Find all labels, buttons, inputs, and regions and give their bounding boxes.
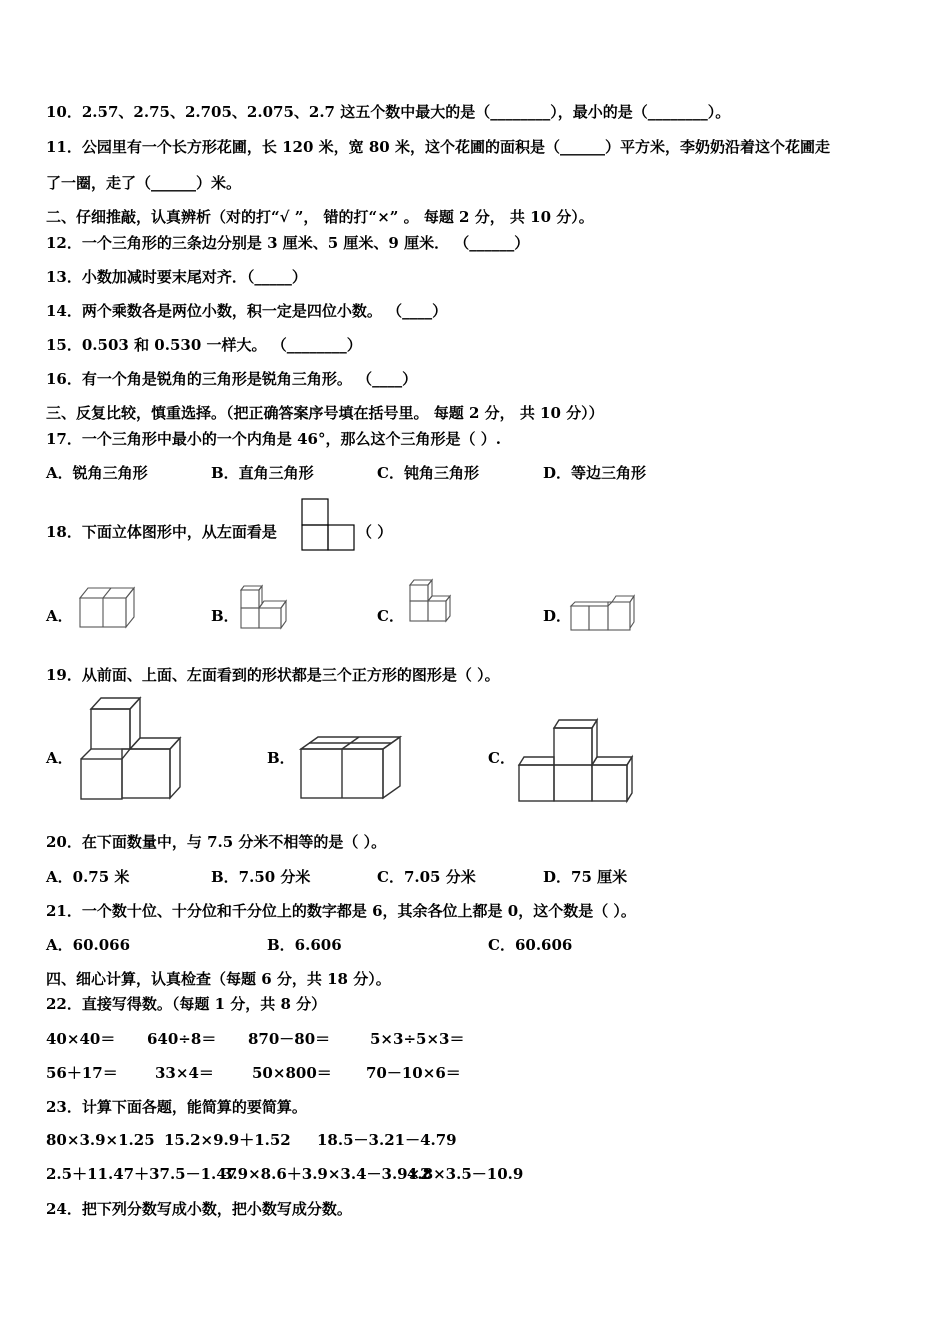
q18-option-a-figure [76,584,140,630]
question-16: 16．有一个角是锐角的三角形是锐角三角形。 （____） [46,370,418,388]
q22-item: 40×40＝ [46,1030,116,1048]
q19-label-b: B． [267,749,295,767]
question-14: 14．两个乘数各是两位小数，积一定是四位小数。 （____） [46,302,448,320]
q17-option-b: B．直角三角形 [211,464,314,482]
q18-label-b: B． [211,607,239,625]
q21-option-c: C．60.606 [488,936,573,954]
question-15: 15．0.503 和 0.530 一样大。 （________） [46,336,362,354]
question-12: 12．一个三角形的三条边分别是 3 厘米、5 厘米、9 厘米． （______） [46,234,530,252]
q22-item: 56＋17＝ [46,1064,118,1082]
q18-option-c-figure [404,578,454,626]
question-22: 22．直接写得数。（每题 1 分，共 8 分） [46,995,327,1013]
q18-left-view-figure [301,498,357,552]
q21-option-a: A．60.066 [46,936,131,954]
question-11-line-1: 11．公园里有一个长方形花圃，长 120 米，宽 80 米，这个花圃的面积是（______）平方米，李奶奶沿着这个花圃走 [46,138,830,156]
q23-item: 4.8×3.5－10.9 [407,1165,524,1183]
question-13: 13．小数加减时要末尾对齐．（_____） [46,268,307,286]
q20-option-b: B．7.50 分米 [211,868,311,886]
q23-item: 80×3.9×1.25 [46,1131,155,1149]
q23-item: 15.2×9.9＋1.52 [164,1131,291,1149]
q20-option-c: C．7.05 分米 [377,868,476,886]
q18-option-b-figure [238,584,290,630]
question-17: 17．一个三角形中最小的一个内角是 46°，那么这个三角形是（ ）. [46,430,501,448]
q21-option-b: B．6.606 [267,936,342,954]
section-2-heading: 二、仔细推敲，认真辨析（对的打“√ ”， 错的打“×” 。 每题 2 分， 共 10 分）。 [46,208,594,226]
q22-item: 33×4＝ [155,1064,214,1082]
q18-label-c: C． [377,607,404,625]
q19-label-a: A． [46,749,73,767]
q20-option-d: D．75 厘米 [543,868,628,886]
question-19: 19．从前面、上面、左面看到的形状都是三个正方形的图形是（ ）。 [46,666,500,684]
q19-option-a-figure [76,695,186,805]
question-24: 24．把下列分数写成小数，把小数写成分数。 [46,1200,352,1218]
q18-option-d-figure [568,592,640,634]
q19-label-c: C． [488,749,515,767]
section-3-heading: 三、反复比较，慎重选择。（把正确答案序号填在括号里。 每题 2 分， 共 10 分）） [46,404,604,422]
question-20: 20．在下面数量中，与 7.5 分米不相等的是（ ）。 [46,833,387,851]
q18-label-d: D． [543,607,572,625]
q22-item: 870－80＝ [248,1030,331,1048]
question-11-line-2: 了一圈，走了（______）米。 [46,174,242,192]
q17-option-d: D．等边三角形 [543,464,647,482]
section-4-heading: 四、细心计算，认真检查（每题 6 分，共 18 分）。 [46,970,391,988]
q17-option-c: C．钝角三角形 [377,464,479,482]
q19-option-b-figure [296,730,406,802]
q22-item: 50×800＝ [252,1064,332,1082]
q20-option-a: A．0.75 米 [46,868,130,886]
q18-label-a: A． [46,607,73,625]
q23-item: 2.5＋11.47＋37.5－1.47 [46,1165,238,1183]
q22-item: 70－10×6＝ [366,1064,461,1082]
q18-answer-blank: （ ） [357,523,393,541]
q22-item: 5×3÷5×3＝ [370,1030,465,1048]
q23-item: 3.9×8.6＋3.9×3.4－3.9×2 [222,1165,431,1183]
q22-item: 640÷8＝ [147,1030,217,1048]
q19-option-c-figure [514,714,638,804]
question-23: 23．计算下面各题，能简算的要简算。 [46,1098,307,1116]
question-10: 10．2.57、2.75、2.705、2.075、2.7 这五个数中最大的是（________），最小的是（________）。 [46,103,731,121]
question-18: 18．下面立体图形中，从左面看是 [46,523,277,541]
q23-item: 18.5－3.21－4.79 [317,1131,457,1149]
q17-option-a: A．锐角三角形 [46,464,148,482]
question-21: 21．一个数十位、十分位和千分位上的数字都是 6，其余各位上都是 0，这个数是（ ）。 [46,902,636,920]
